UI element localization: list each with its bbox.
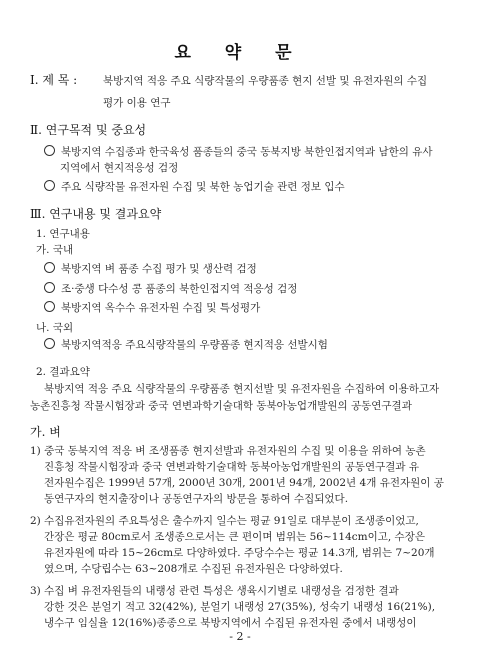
rice-heading: 가. 벼: [30, 425, 61, 439]
para2-line: 유전자원에 따라 15~26cm로 다양하였다. 주당수수는 평균 14.3개, 범위는 7~20개: [44, 547, 435, 559]
domestic-heading: 가. 국내: [36, 244, 74, 256]
page-title: 요 약 문: [174, 43, 306, 63]
para1-line: 1) 중국 동북지역 적응 벼 조생품종 현지선발과 유전자원의 수집 및 이용을 위하여 농촌: [30, 445, 426, 457]
bullet-circle-icon: [44, 145, 55, 156]
bullet-circle-icon: [44, 338, 55, 349]
domestic-item: 북방지역 벼 품종 수집 평가 및 생산력 검정: [44, 261, 257, 277]
para2-line: 간장은 평균 80cm로서 조생종으로서는 큰 편이며 범위는 56~114cm이고, 수장은: [44, 531, 425, 543]
bullet-circle-icon: [44, 262, 55, 273]
bullet-circle-icon: [44, 282, 55, 293]
bullet-circle-icon: [44, 301, 55, 312]
para2-line: 였으며, 수당립수는 63~208개로 수집된 유전자원은 다양하였다.: [44, 563, 343, 575]
para2-line: 2) 수집유전자원의 주요특성은 출수까지 일수는 평균 91일로 대부분이 조생종이었고,: [30, 515, 419, 527]
domestic-item: 조·중생 다수성 콩 품종의 북한인접지역 적응성 검정: [44, 281, 297, 297]
foreign-heading: 나. 국외: [36, 322, 74, 334]
summary-line: 농촌진흥청 작물시험장과 중국 연변과학기술대학 동북아농업개발원의 공동연구결과: [30, 400, 412, 412]
section3-heading: Ⅲ. 연구내용 및 결과요약: [30, 207, 162, 221]
para1-line: 동연구자의 현지출장이나 공동연구자의 방문을 통하여 수집되었다.: [44, 493, 349, 505]
section1-title-line2: 평가 이용 연구: [103, 97, 171, 109]
domestic-item: 북방지역 옥수수 유전자원 수집 및 특성평가: [44, 300, 260, 316]
subsection-research-content: 1. 연구내용: [36, 228, 90, 240]
page-number: - 2 -: [229, 630, 251, 643]
para1-line: 전자원수집은 1999년 57개, 2000년 30개, 2001년 94개, 2002년 4개 유전자원이 공: [44, 477, 444, 489]
section1-title-line1: 북방지역 적응 주요 식량작물의 우량품종 현지 선발 및 유전자원의 수집: [103, 75, 428, 87]
summary-line: 북방지역 적응 주요 식량작물의 우량품종 현지선발 및 유전자원을 수집하여 이용하고자: [44, 383, 440, 395]
para3-line: 3) 수집 벼 유전자원들의 내랭성 관련 특성은 생육시기별로 내랭성을 검정한 결과: [30, 585, 399, 597]
para3-line: 강한 것은 분얼기 적고 32(42%), 분얼기 내랭성 27(35%), 성숙기 내랭성 16(21%),: [44, 601, 436, 613]
para3-line: 냉수구 임실율 12(16%)종종으로 북방지역에서 수집된 유전자원 중에서 내랭성이: [44, 617, 417, 629]
foreign-item: 북방지역적응 주요식량작물의 우량품종 현지적응 선발시험: [44, 337, 328, 353]
para1-line: 진흥청 작물시험장과 중국 연변과학기술대학 동북아농업개발원의 공동연구결과 유: [44, 461, 420, 473]
section2-heading: Ⅱ. 연구목적 및 중요성: [30, 123, 147, 137]
subsection-results-summary: 2. 결과요약: [36, 366, 90, 378]
section2-item1: 북방지역 수집종과 한국육성 품종들의 중국 동북지방 북한인접지역과 남한의 유사: [44, 144, 433, 160]
section1-label: Ⅰ. 제 목 :: [30, 73, 78, 87]
bullet-circle-icon: [44, 180, 55, 191]
section2-item2: 주요 식량작물 유전자원 수집 및 북한 농업기술 관련 정보 입수: [44, 179, 345, 195]
section2-item1-cont: 지역에서 현지적응성 검정: [60, 162, 179, 174]
